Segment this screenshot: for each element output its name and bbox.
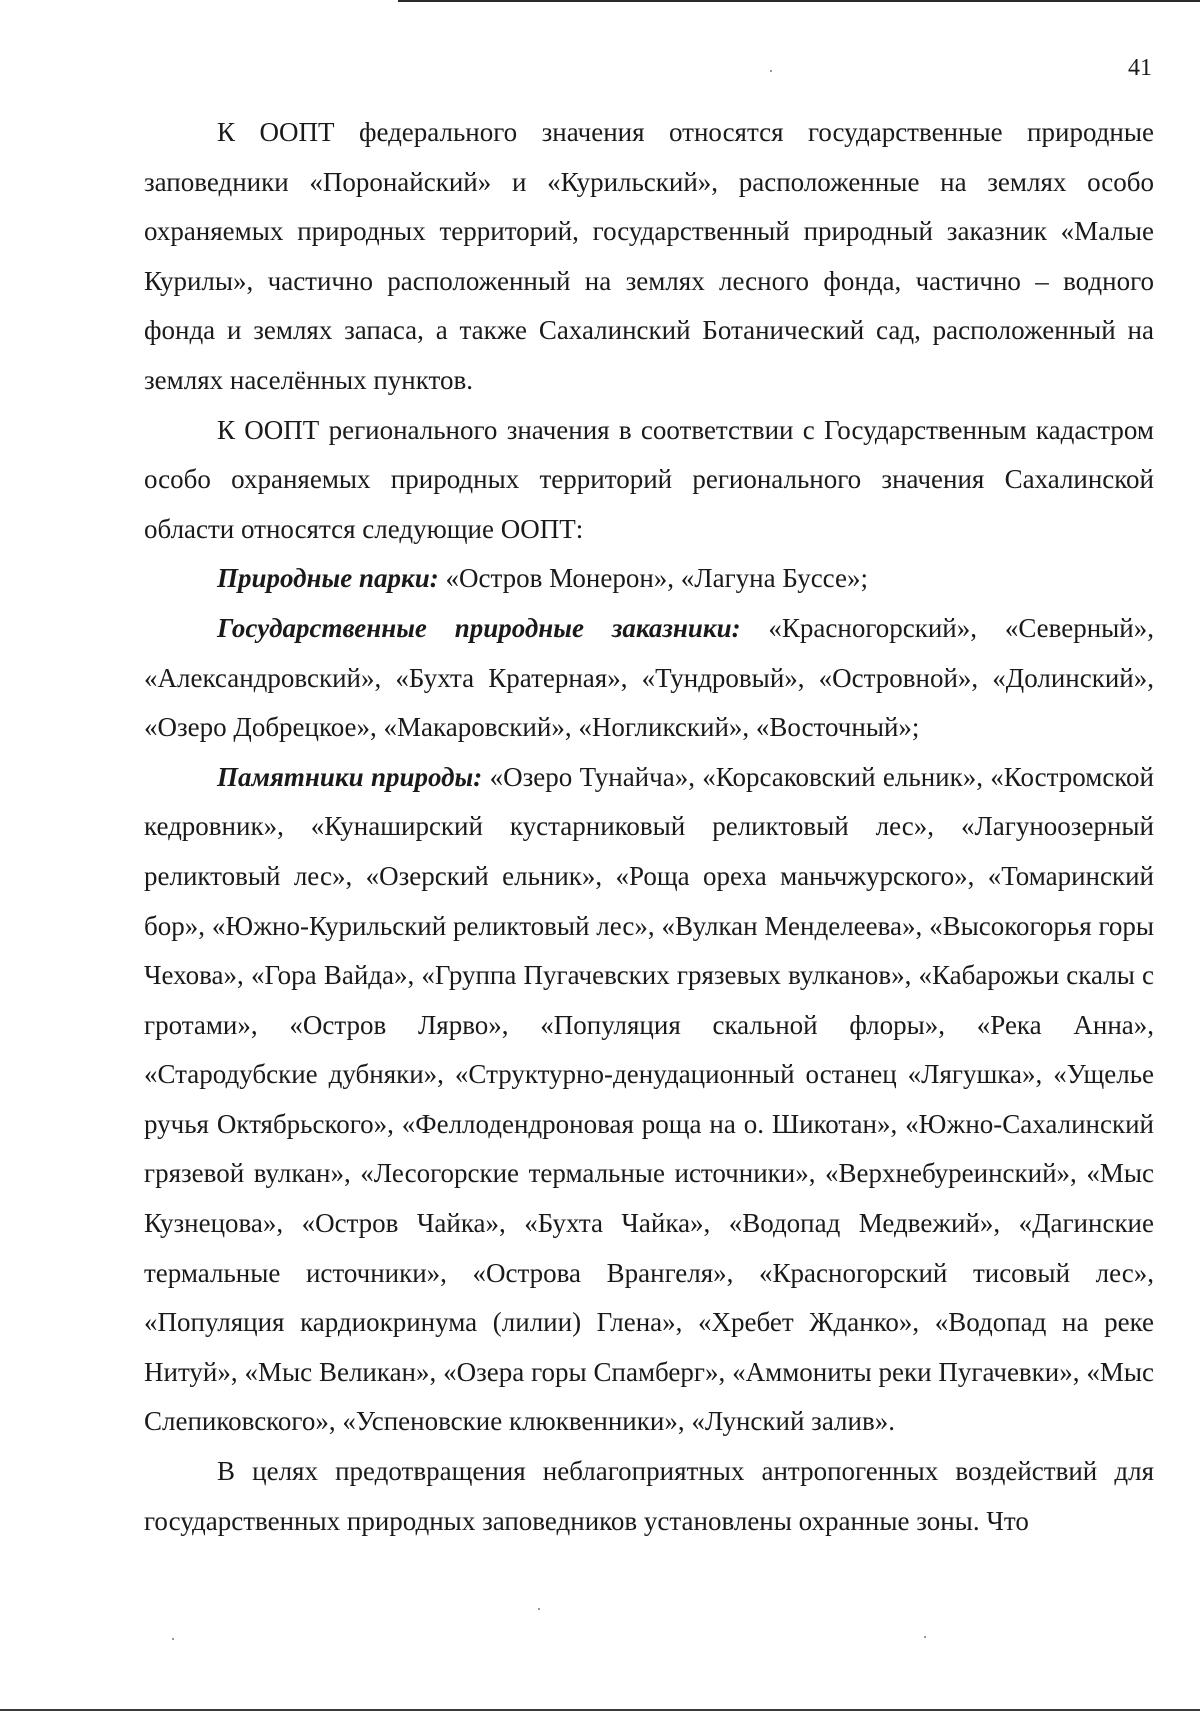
scan-speck — [538, 1608, 540, 1610]
page-number: 41 — [1128, 55, 1152, 81]
paragraph-nature-reserves — [144, 604, 1154, 753]
nature-parks-label: Природные парки: — [217, 563, 439, 594]
paragraph-natural-monuments — [144, 753, 1154, 1447]
scan-speck — [770, 70, 772, 72]
natural-monuments-label: Памятники природы: — [217, 761, 483, 792]
nature-parks-list: «Остров Монерон», «Лагуна Буссе»; — [438, 563, 868, 594]
paragraph-buffer-zones: В целях предотвращения неблагоприятных антропогенных воздействий для государственных природных заповедников установлены охранные зоны. Что — [144, 1456, 1154, 1536]
bottom-scan-edge — [0, 1709, 1200, 1711]
scan-speck — [172, 1638, 174, 1640]
nature-reserves-label: Государственные природные заказники: — [217, 612, 741, 643]
paragraph-federal-protected-areas: К ООПТ федерального значения относятся государственные природные заповедники «Поронайский» и «Курильский», расположенные на землях особо охраняемых природных территорий, государственный природный заказник «Малые Курилы», частично расположенный на землях лесного фонда, частично – водного фонда и землях запаса, а также Сахалинский Ботанический сад, расположенный на землях населённых пунктов. — [144, 117, 1154, 395]
scan-speck — [924, 1636, 926, 1638]
natural-monuments-list: «Озеро Тунайча», «Корсаковский ельник», «Костромской кедровник», «Кунаширский кустарниковый реликтовый лес», «Лагуноозерный реликтовый лес», «Озерский ельник», «Роща ореха маньчжурского», «Томаринский бор», «Южно-Курильский реликтовый лес», «Вулкан Менделеева», «Высокогорья горы Чехова», «Гора Вайда», «Группа Пугачевских грязевых вулканов», «Кабарожьи скалы с гротами», «Остров Лярво», «Популяция скальной флоры», «Река Анна», «Стародубские дубняки», «Структурно-денудационный останец «Лягушка», «Ущелье ручья Октябрьского», «Феллодендроновая роща на о. Шикотан», «Южно-Сахалинский грязевой вулкан», «Лесогорские термальные источники», «Верхнебуреинский», «Мыс Кузнецова», «Остров Чайка», «Бухта Чайка», «Водопад Медвежий», «Дагинские термальные источники», «Острова Врангеля», «Красногорский тисовый лес», «Популяция кардиокринума (лилии) Глена», «Хребет Жданко», «Водопад на реке Нитуй», «Мыс Великан», «Озера горы Спамберг», «Аммониты реки Пугачевки», «Мыс Слепиковского», «Успеновские клюквенники», «Лунский залив». — [144, 761, 1154, 1437]
nature-reserves-list: «Красногорский», «Северный», «Александровский», «Бухта Кратерная», «Тундровый», «Островной», «Долинский», «Озеро Добрецкое», «Макаровский», «Ногликский», «Восточный»; — [144, 612, 1155, 743]
paragraph-regional-protected-areas: К ООПТ регионального значения в соответствии с Государственным кадастром особо охраняемых природных территорий регионального значения Сахалинской области относятся следующие ООПТ: — [144, 414, 1154, 544]
paragraph-nature-parks — [144, 554, 1154, 604]
top-scan-edge — [398, 0, 1200, 2]
document-body — [144, 108, 1154, 1546]
